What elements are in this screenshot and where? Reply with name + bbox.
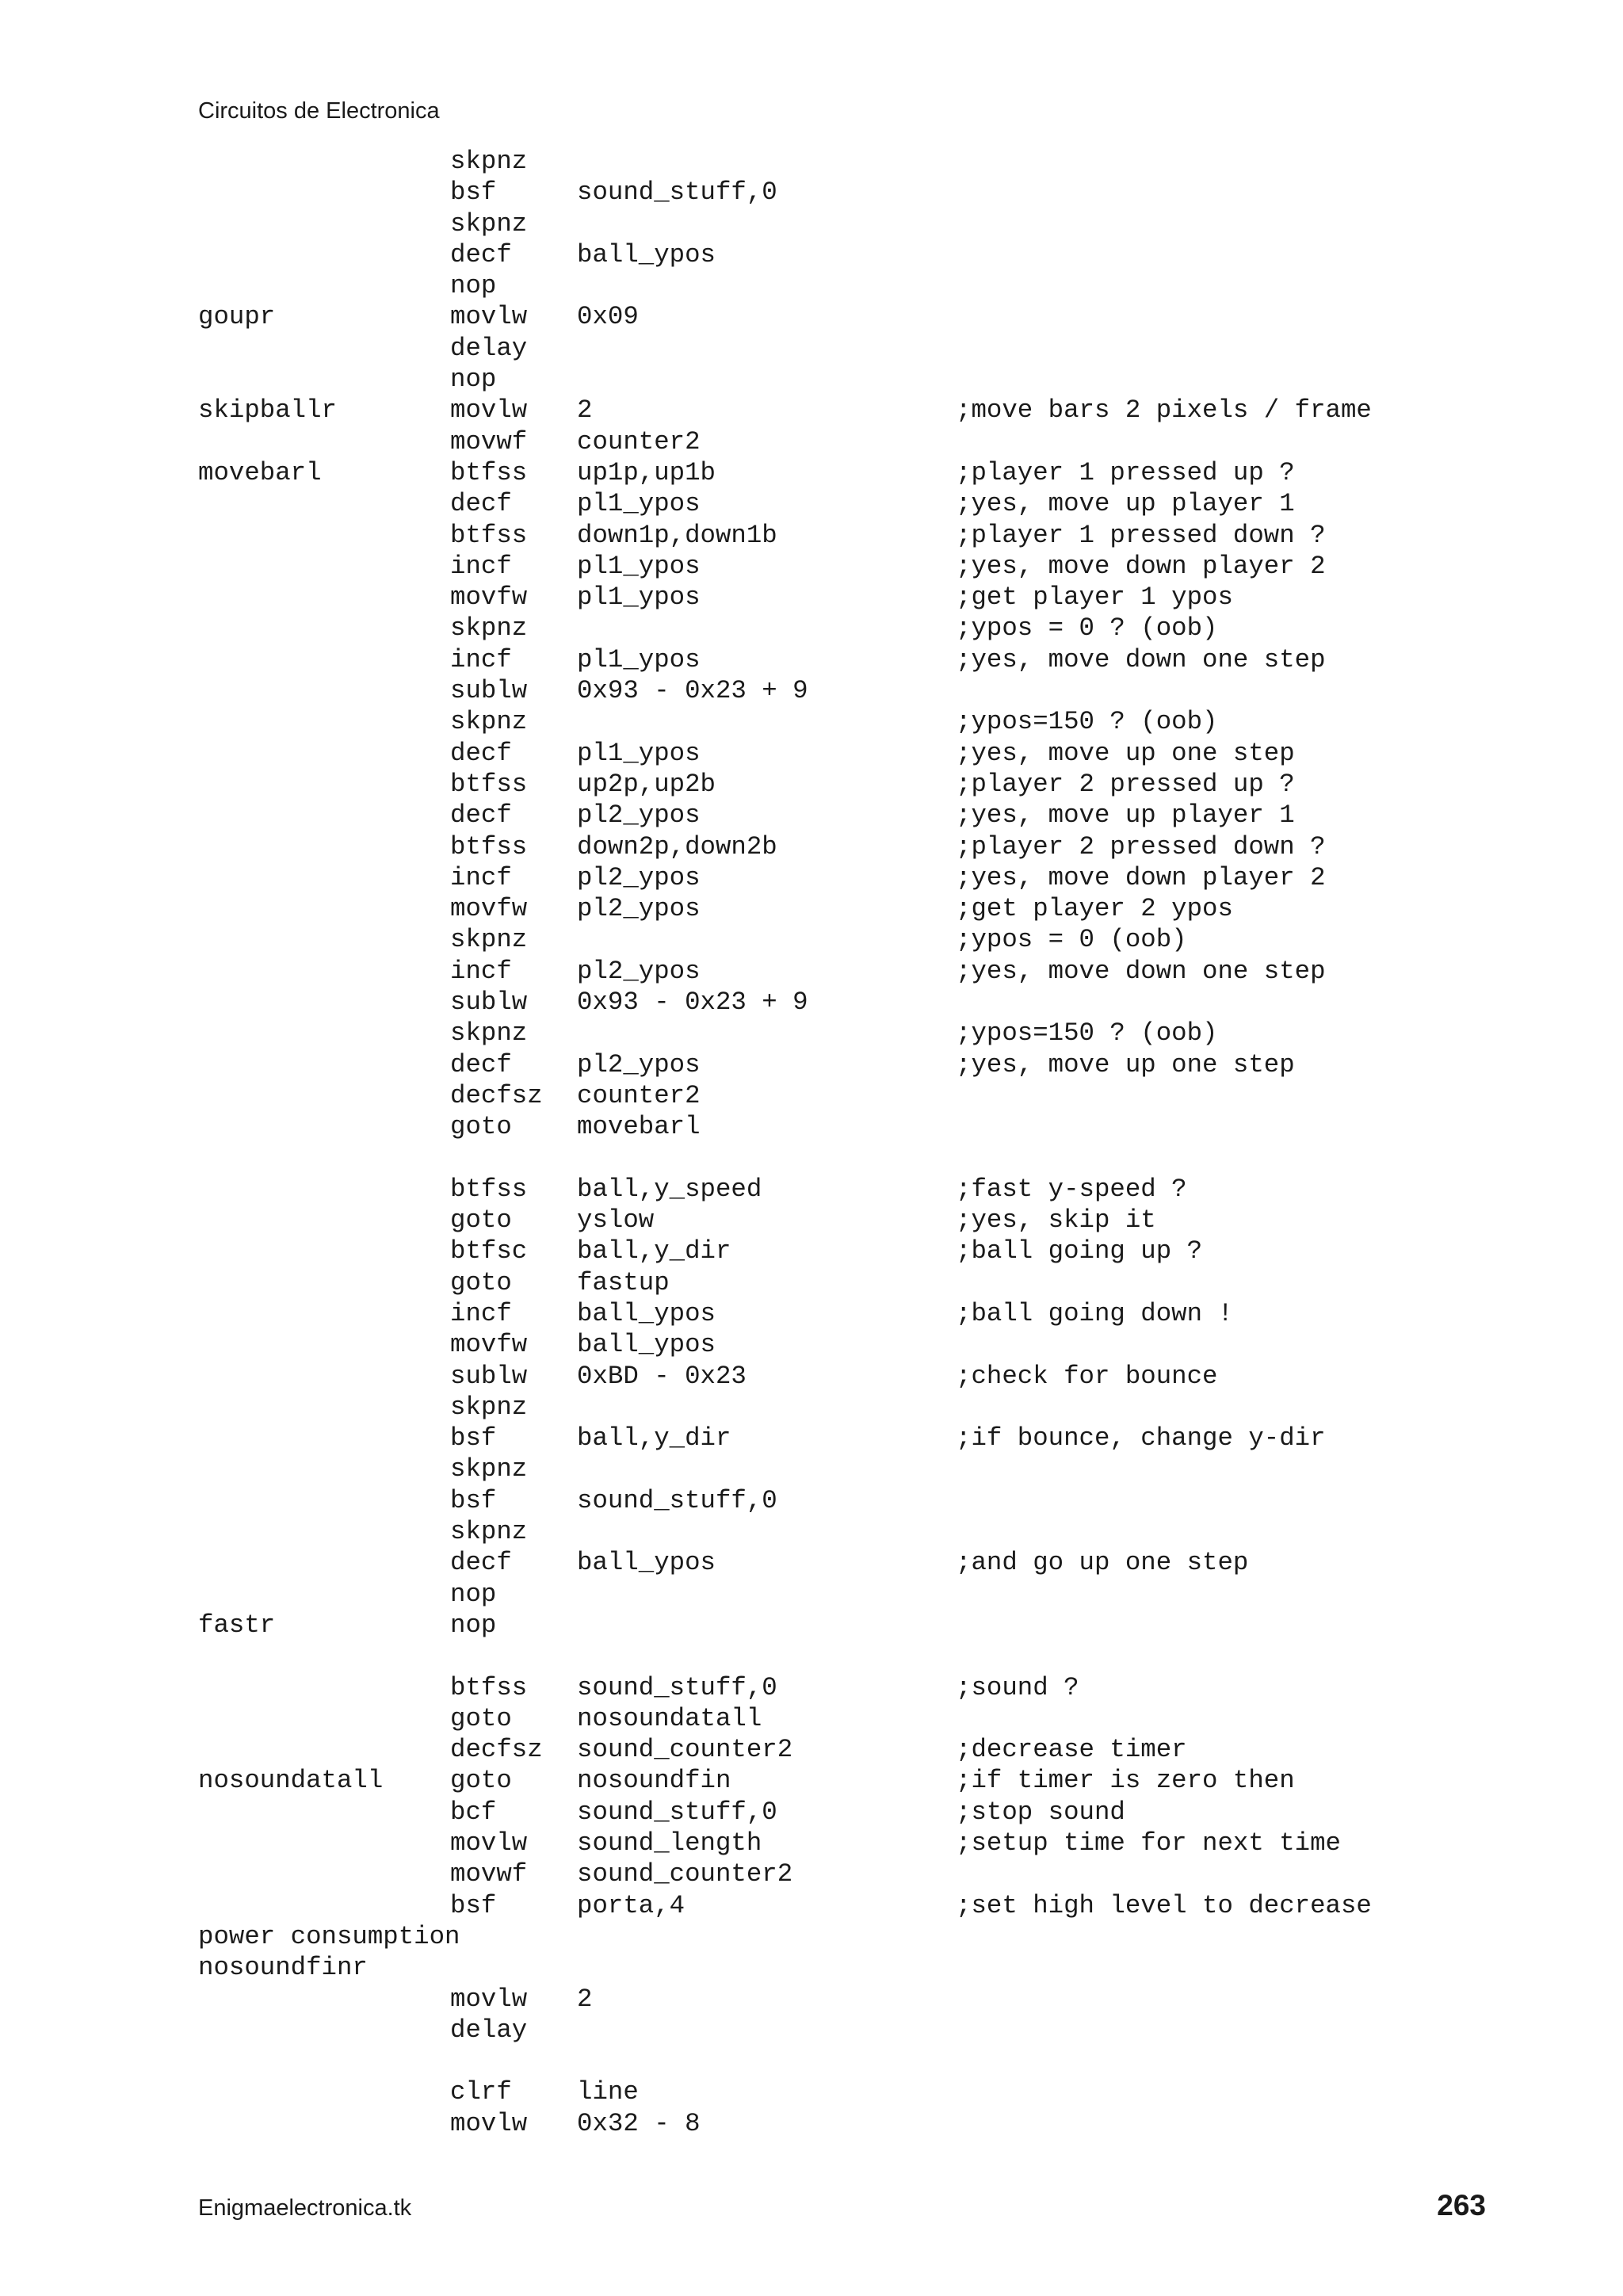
code-operand: 0x32 - 8 (577, 2108, 701, 2138)
code-line (198, 1734, 1545, 1765)
code-line (198, 1672, 1545, 1703)
code-line (198, 1329, 1545, 1360)
code-opcode: movwf (450, 426, 528, 457)
code-operand: pl2_ypos (577, 956, 701, 986)
code-line (198, 1236, 1545, 1266)
code-line (198, 177, 1545, 208)
code-opcode: nop (450, 271, 497, 301)
code-line (198, 1049, 1545, 1080)
code-line (198, 208, 1545, 239)
code-operand: ball_ypos (577, 1330, 716, 1360)
code-opcode: decf (450, 239, 512, 269)
code-comment: ;yes, move down player 2 (956, 862, 1326, 892)
code-operand: pl2_ypos (577, 800, 701, 831)
code-line (198, 613, 1545, 644)
code-line (198, 1485, 1545, 1516)
code-opcode: skpnz (450, 147, 528, 176)
code-comment: ;player 1 pressed down ? (956, 520, 1326, 550)
code-line (198, 1205, 1545, 1236)
code-opcode: btfss (450, 520, 528, 550)
code-line (198, 1828, 1545, 1859)
code-comment: ;sound ? (956, 1672, 1079, 1702)
code-opcode: goto (450, 1766, 512, 1796)
code-operand: 2 (577, 395, 593, 426)
code-line (198, 893, 1545, 924)
code-line (198, 395, 1545, 426)
code-operand: sound_stuff,0 (577, 1672, 777, 1702)
code-opcode: movlw (450, 1828, 528, 1859)
code-line (198, 1703, 1545, 1734)
code-comment: ;ypos = 0 (oob) (956, 925, 1187, 955)
code-line (198, 1018, 1545, 1049)
code-line (198, 488, 1545, 519)
code-comment: ;ball going up ? (956, 1236, 1203, 1266)
code-line (198, 1143, 1545, 1174)
code-opcode: incf (450, 956, 512, 986)
page-number: 263 (1437, 2189, 1486, 2222)
code-line (198, 1765, 1545, 1796)
code-opcode: incf (450, 1298, 512, 1328)
code-comment: ;yes, move up one step (956, 738, 1295, 768)
code-line (198, 1080, 1545, 1111)
code-line (198, 1111, 1545, 1142)
code-operand: pl1_ypos (577, 738, 701, 768)
code-operand: 0xBD - 0x23 (577, 1361, 747, 1391)
code-opcode: decfsz (450, 1735, 543, 1765)
code-line (198, 301, 1545, 332)
code-comment: ;if bounce, change y-dir (956, 1423, 1326, 1454)
code-opcode: decf (450, 738, 512, 768)
code-line (198, 1454, 1545, 1484)
code-line (198, 457, 1545, 488)
code-line (198, 1952, 1545, 1983)
code-opcode: btfsc (450, 1236, 528, 1266)
code-opcode: bsf (450, 1890, 497, 1920)
code-line (198, 862, 1545, 893)
code-line (198, 2046, 1545, 2076)
code-operand: pl1_ypos (577, 489, 701, 519)
code-line (198, 1579, 1545, 1610)
code-operand: 0x93 - 0x23 + 9 (577, 676, 808, 706)
code-line (198, 800, 1545, 831)
code-line (198, 426, 1545, 457)
code-opcode: skpnz (450, 1018, 528, 1049)
code-opcode: bsf (450, 178, 497, 208)
code-comment: ;if timer is zero then (956, 1766, 1295, 1796)
code-comment: ;yes, move down one step (956, 644, 1326, 674)
code-listing (198, 146, 1545, 2139)
code-label: fastr (198, 1610, 276, 1640)
code-opcode: incf (450, 862, 512, 892)
code-operand: sound_counter2 (577, 1735, 793, 1765)
code-operand: ball_ypos (577, 239, 716, 269)
code-line (198, 1174, 1545, 1205)
code-operand: counter2 (577, 1080, 701, 1110)
code-opcode: sublw (450, 988, 528, 1018)
code-line (198, 520, 1545, 551)
code-line (198, 644, 1545, 675)
code-line (198, 1516, 1545, 1547)
code-opcode: skpnz (450, 1517, 528, 1547)
code-comment: ;ypos = 0 ? (oob) (956, 613, 1218, 644)
code-line (198, 270, 1545, 301)
code-opcode: bcf (450, 1797, 497, 1827)
code-comment: ;yes, move down player 2 (956, 551, 1326, 581)
code-line (198, 1423, 1545, 1454)
code-operand: ball_ypos (577, 1298, 716, 1328)
code-opcode: delay (450, 333, 528, 363)
code-opcode: btfss (450, 769, 528, 799)
code-line (198, 1797, 1545, 1828)
code-comment: ;ypos=150 ? (oob) (956, 1018, 1218, 1049)
code-operand: 0x09 (577, 302, 639, 332)
code-opcode: decf (450, 1049, 512, 1079)
code-operand: pl2_ypos (577, 1049, 701, 1079)
code-label: goupr (198, 302, 276, 332)
code-opcode: goto (450, 1703, 512, 1733)
code-opcode: incf (450, 551, 512, 581)
code-operand: counter2 (577, 426, 701, 457)
footer-site-name: Enigmaelectronica.tk (198, 2195, 412, 2221)
code-operand: ball,y_dir (577, 1423, 731, 1454)
code-operand: pl2_ypos (577, 894, 701, 924)
code-line (198, 1984, 1545, 2015)
code-operand: yslow (577, 1205, 655, 1236)
code-line (198, 769, 1545, 800)
code-operand: fastup (577, 1267, 670, 1297)
code-opcode: bsf (450, 1485, 497, 1515)
code-label: nosoundfinr (198, 1953, 368, 1983)
code-comment: ;fast y-speed ? (956, 1174, 1187, 1204)
code-label: power consumption (198, 1921, 460, 1951)
code-opcode: delay (450, 2015, 528, 2045)
code-operand: line (577, 2077, 639, 2107)
code-operand: ball,y_speed (577, 1174, 762, 1204)
code-operand: pl1_ypos (577, 551, 701, 581)
code-operand: movebarl (577, 1112, 701, 1142)
code-line (198, 333, 1545, 364)
code-opcode: nop (450, 1610, 497, 1640)
code-operand: porta,4 (577, 1890, 685, 1920)
code-line (198, 582, 1545, 613)
code-opcode: decf (450, 1548, 512, 1578)
code-line (198, 706, 1545, 737)
code-comment: ;yes, move down one step (956, 956, 1326, 986)
code-comment: ;setup time for next time (956, 1828, 1341, 1859)
code-comment: ;get player 1 ypos (956, 583, 1233, 613)
code-opcode: skpnz (450, 208, 528, 239)
code-operand: sound_stuff,0 (577, 1485, 777, 1515)
page-header-title: Circuitos de Electronica (198, 98, 440, 124)
code-opcode: clrf (450, 2077, 512, 2107)
code-comment: ;player 1 pressed up ? (956, 457, 1295, 487)
code-line (198, 987, 1545, 1018)
code-comment: ;ypos=150 ? (oob) (956, 707, 1218, 737)
code-opcode: goto (450, 1267, 512, 1297)
code-operand: sound_length (577, 1828, 762, 1859)
code-line (198, 2015, 1545, 2046)
code-line (198, 675, 1545, 706)
code-opcode: nop (450, 1579, 497, 1609)
code-opcode: movlw (450, 395, 528, 426)
code-operand: sound_counter2 (577, 1859, 793, 1889)
code-operand: down2p,down2b (577, 831, 777, 861)
code-operand: nosoundfin (577, 1766, 731, 1796)
code-comment: ;player 2 pressed up ? (956, 769, 1295, 799)
code-line (198, 1859, 1545, 1889)
code-operand: pl2_ypos (577, 862, 701, 892)
code-opcode: movfw (450, 1330, 528, 1360)
code-opcode: movlw (450, 2108, 528, 2138)
code-comment: ;yes, move up player 1 (956, 800, 1295, 831)
code-opcode: movfw (450, 894, 528, 924)
code-comment: ;get player 2 ypos (956, 894, 1233, 924)
code-operand: sound_stuff,0 (577, 178, 777, 208)
code-label: nosoundatall (198, 1766, 384, 1796)
code-line (198, 1547, 1545, 1578)
code-line (198, 1890, 1545, 1921)
code-operand: down1p,down1b (577, 520, 777, 550)
code-opcode: movlw (450, 1984, 528, 2014)
code-line (198, 1641, 1545, 1671)
code-opcode: sublw (450, 1361, 528, 1391)
code-line (198, 2076, 1545, 2107)
code-label: skipballr (198, 395, 337, 426)
code-operand: up1p,up1b (577, 457, 716, 487)
code-line (198, 924, 1545, 955)
code-comment: ;move bars 2 pixels / frame (956, 395, 1372, 426)
code-opcode: sublw (450, 676, 528, 706)
code-operand: pl1_ypos (577, 583, 701, 613)
code-opcode: btfss (450, 1174, 528, 1204)
code-comment: ;ball going down ! (956, 1298, 1233, 1328)
code-operand: ball_ypos (577, 1548, 716, 1578)
code-opcode: skpnz (450, 1392, 528, 1422)
code-operand: sound_stuff,0 (577, 1797, 777, 1827)
code-line (198, 239, 1545, 270)
code-comment: ;player 2 pressed down ? (956, 831, 1326, 861)
code-comment: ;and go up one step (956, 1548, 1249, 1578)
code-line (198, 1392, 1545, 1423)
code-operand: nosoundatall (577, 1703, 762, 1733)
code-opcode: skpnz (450, 1454, 528, 1484)
code-opcode: skpnz (450, 613, 528, 644)
code-operand: 2 (577, 1984, 593, 2014)
code-opcode: bsf (450, 1423, 497, 1454)
code-comment: ;check for bounce (956, 1361, 1218, 1391)
code-opcode: goto (450, 1112, 512, 1142)
code-opcode: btfss (450, 457, 528, 487)
code-opcode: nop (450, 365, 497, 395)
code-opcode: decf (450, 800, 512, 831)
code-operand: ball,y_dir (577, 1236, 731, 1266)
code-operand: pl1_ypos (577, 644, 701, 674)
code-line (198, 1267, 1545, 1298)
code-line (198, 1361, 1545, 1392)
code-line (198, 1610, 1545, 1641)
code-line (198, 551, 1545, 582)
code-line (198, 146, 1545, 177)
code-line (198, 831, 1545, 862)
code-opcode: movfw (450, 583, 528, 613)
code-operand: 0x93 - 0x23 + 9 (577, 988, 808, 1018)
code-line (198, 2108, 1545, 2139)
code-opcode: movlw (450, 302, 528, 332)
code-opcode: skpnz (450, 925, 528, 955)
code-operand: up2p,up2b (577, 769, 716, 799)
code-opcode: incf (450, 644, 512, 674)
code-line (198, 738, 1545, 769)
code-comment: ;yes, move up player 1 (956, 489, 1295, 519)
code-line (198, 364, 1545, 395)
code-line (198, 1921, 1545, 1952)
code-comment: ;yes, move up one step (956, 1049, 1295, 1079)
code-opcode: skpnz (450, 707, 528, 737)
code-comment: ;yes, skip it (956, 1205, 1156, 1236)
code-opcode: btfss (450, 831, 528, 861)
code-comment: ;set high level to decrease (956, 1890, 1372, 1920)
code-line (198, 956, 1545, 987)
code-opcode: decf (450, 489, 512, 519)
code-comment: ;decrease timer (956, 1735, 1187, 1765)
code-comment: ;stop sound (956, 1797, 1125, 1827)
code-opcode: goto (450, 1205, 512, 1236)
code-line (198, 1298, 1545, 1329)
code-opcode: decfsz (450, 1080, 543, 1110)
code-opcode: btfss (450, 1672, 528, 1702)
code-opcode: movwf (450, 1859, 528, 1889)
code-label: movebarl (198, 457, 322, 487)
